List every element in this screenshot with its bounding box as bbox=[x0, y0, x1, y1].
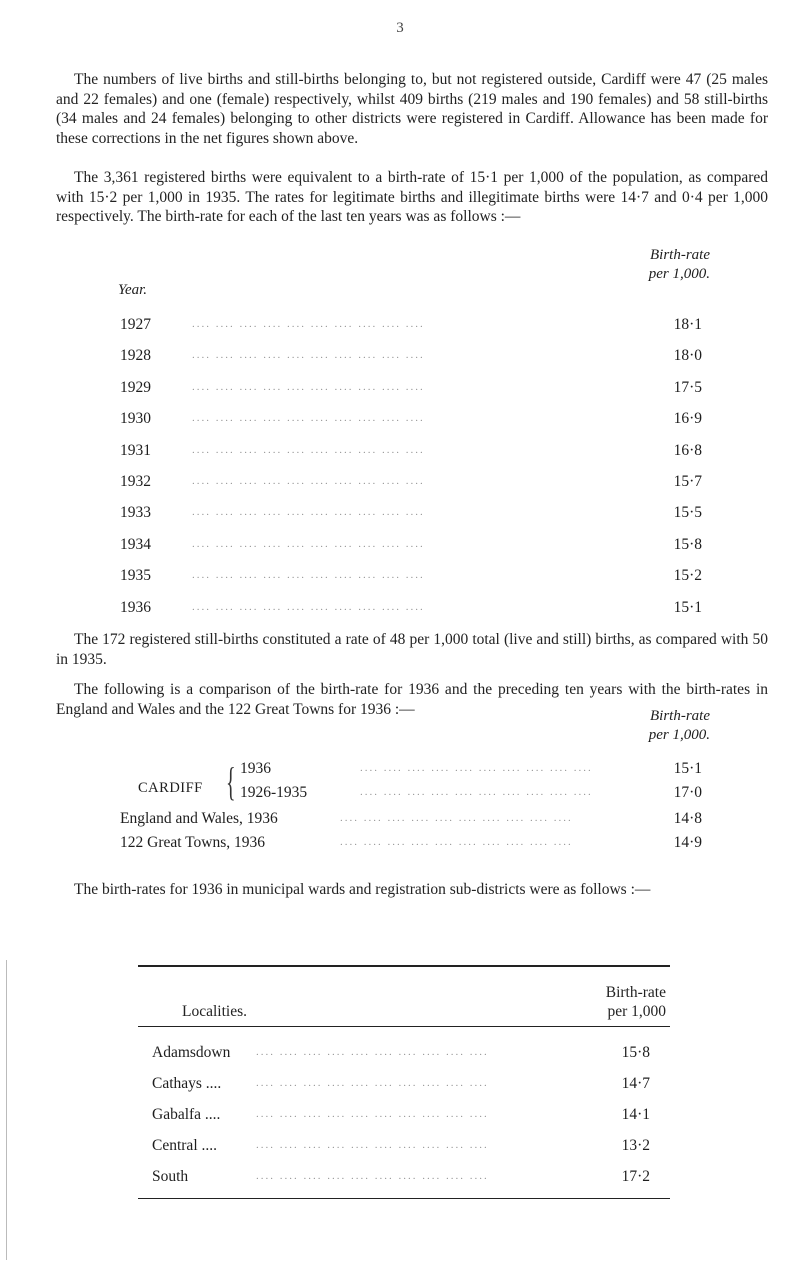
table-row bbox=[120, 473, 710, 493]
table-row bbox=[120, 504, 710, 524]
dot-leader: .... .... .... .... .... .... .... .... .... .... bbox=[256, 1170, 489, 1182]
table-row: 1936 .... .... .... .... .... .... .... .... .... .... 15·1 bbox=[240, 760, 702, 777]
locality-cell: Cathays .... bbox=[152, 1075, 222, 1092]
cardiff-label: CARDIFF bbox=[138, 780, 203, 796]
paragraph-comparison: The following is a comparison of the birth-rate for 1936 and the preceding ten years with the birth-rates in England and Wales and the 122 Great Towns for 1936 :— bbox=[56, 681, 768, 718]
header-rule bbox=[138, 1026, 670, 1027]
table-row bbox=[120, 379, 710, 399]
rate-cell: 15·1 bbox=[673, 598, 702, 616]
rate-cell: 14·1 bbox=[621, 1106, 650, 1123]
table-row bbox=[120, 316, 710, 336]
table-row bbox=[152, 1168, 660, 1188]
table-row bbox=[152, 1075, 660, 1095]
year-cell: 1933 bbox=[120, 504, 151, 522]
rate-cell: 15·8 bbox=[673, 535, 702, 553]
table-row bbox=[152, 1137, 660, 1157]
paragraph-birth-rate: The 3,361 registered births were equivalent to a birth-rate of 15·1 per 1,000 of the population, as compared with 15·2 per 1,000 in 1935. The rates for legitimate births and illegitimate births were 14·7 and 0·4 per 1,000 respectively. The birth-rate for each of the last ten years was as follows :— bbox=[56, 169, 768, 225]
year-cell: 1927 bbox=[120, 316, 151, 333]
year-cell: 1929 bbox=[120, 378, 151, 396]
table-row: 1926-1935 .... .... .... .... .... .... .... .... .... .... 17·0 bbox=[240, 784, 702, 801]
rate-cell: 13·2 bbox=[621, 1137, 650, 1154]
dot-leader: .... .... .... .... .... .... .... .... .... .... bbox=[256, 1077, 489, 1089]
locality-cell: Central .... bbox=[152, 1137, 217, 1154]
table-row bbox=[152, 1044, 660, 1064]
locality-cell: Adamsdown bbox=[152, 1044, 231, 1061]
year-cell: 1928 bbox=[120, 347, 151, 365]
dot-leader: .... .... .... .... .... .... .... .... .... .... bbox=[192, 318, 425, 330]
table-row bbox=[120, 442, 710, 462]
dot-leader: .... .... .... .... .... .... .... .... .... .... bbox=[192, 600, 425, 613]
scan-margin-line bbox=[6, 960, 7, 1260]
table-row bbox=[120, 599, 710, 619]
rate-cell: 18·0 bbox=[673, 347, 702, 365]
locality-cell: South bbox=[152, 1168, 189, 1185]
year-cell: 1934 bbox=[120, 535, 151, 553]
table-bottom-rule bbox=[138, 1198, 670, 1199]
dot-leader: .... .... .... .... .... .... .... .... .... .... bbox=[256, 1139, 489, 1151]
dot-leader: .... .... .... .... .... .... .... .... .... .... bbox=[192, 349, 425, 362]
year-cell: 1935 bbox=[120, 567, 151, 585]
rate-cell: 15·2 bbox=[673, 567, 702, 585]
table-top-rule bbox=[138, 965, 670, 967]
dot-leader: .... .... .... .... .... .... .... .... .... .... bbox=[192, 443, 425, 456]
dot-leader: .... .... .... .... .... .... .... .... .... .... bbox=[192, 412, 425, 425]
paragraph-still-births: The 172 registered still-births constituted a rate of 48 per 1,000 total (live and still) births, as compared with 50 in 1935. bbox=[56, 631, 768, 668]
rate-cell: 17·2 bbox=[621, 1168, 650, 1185]
table-row bbox=[120, 536, 710, 556]
dot-leader: .... .... .... .... .... .... .... .... .... .... bbox=[192, 380, 425, 393]
rate-cell: 16·9 bbox=[673, 410, 702, 428]
dot-leader: .... .... .... .... .... .... .... .... .... .... bbox=[256, 1108, 489, 1120]
brace-symbol: { bbox=[226, 759, 236, 804]
rate-cell: 14·7 bbox=[621, 1075, 650, 1092]
rate-column-header: Birth-rate per 1,000 bbox=[605, 984, 666, 1020]
year-column-header: Year. bbox=[118, 282, 148, 298]
locality-column-header: Localities. bbox=[182, 1003, 247, 1020]
year-cell: 1930 bbox=[120, 410, 151, 428]
dot-leader: .... .... .... .... .... .... .... .... .... .... bbox=[192, 475, 425, 487]
rate-cell: 16·8 bbox=[673, 441, 702, 459]
rate-cell: 15·8 bbox=[621, 1044, 650, 1061]
table-row bbox=[152, 1106, 660, 1126]
year-cell: 1936 bbox=[120, 598, 151, 616]
table-row bbox=[120, 347, 710, 367]
locality-cell: Gabalfa .... bbox=[152, 1106, 221, 1123]
table-row bbox=[120, 410, 710, 430]
dot-leader: .... .... .... .... .... .... .... .... .... .... bbox=[192, 537, 425, 550]
page-number: 3 bbox=[396, 20, 404, 36]
rate-column-header: Birth-rate per 1,000. bbox=[648, 708, 710, 743]
paragraph-births-outside: The numbers of live births and still-births belonging to, but not registered outside, Cardiff were 47 (25 males and 22 females) and one (female) respectively, whilst 409 births (219 males and 190 females) and 58 still-births (34 males and 24 females) belonging to other districts were registered in Cardiff. Allowance has been made for these corrections in the net figures shown above. bbox=[56, 71, 768, 147]
year-cell: 1932 bbox=[120, 473, 151, 490]
table-row: England and Wales, 1936 .... .... .... .... .... .... .... .... .... .... 14·8 bbox=[120, 810, 702, 827]
rate-cell: 17·5 bbox=[673, 378, 702, 396]
dot-leader: .... .... .... .... .... .... .... .... .... .... bbox=[192, 569, 425, 582]
dot-leader: .... .... .... .... .... .... .... .... .... .... bbox=[192, 506, 425, 519]
rate-cell: 15·7 bbox=[673, 473, 702, 490]
rate-column-header: Birth-rate per 1,000. bbox=[648, 247, 710, 282]
paragraph-wards: The birth-rates for 1936 in municipal wards and registration sub-districts were as follows :— bbox=[74, 881, 651, 898]
rate-cell: 18·1 bbox=[673, 316, 702, 333]
rate-cell: 15·5 bbox=[673, 504, 702, 522]
dot-leader: .... .... .... .... .... .... .... .... .... .... bbox=[256, 1046, 489, 1058]
year-cell: 1931 bbox=[120, 441, 151, 459]
table-row: 122 Great Towns, 1936 .... .... .... .... .... .... .... .... .... .... 14·9 bbox=[120, 834, 702, 851]
table-row bbox=[120, 567, 710, 587]
